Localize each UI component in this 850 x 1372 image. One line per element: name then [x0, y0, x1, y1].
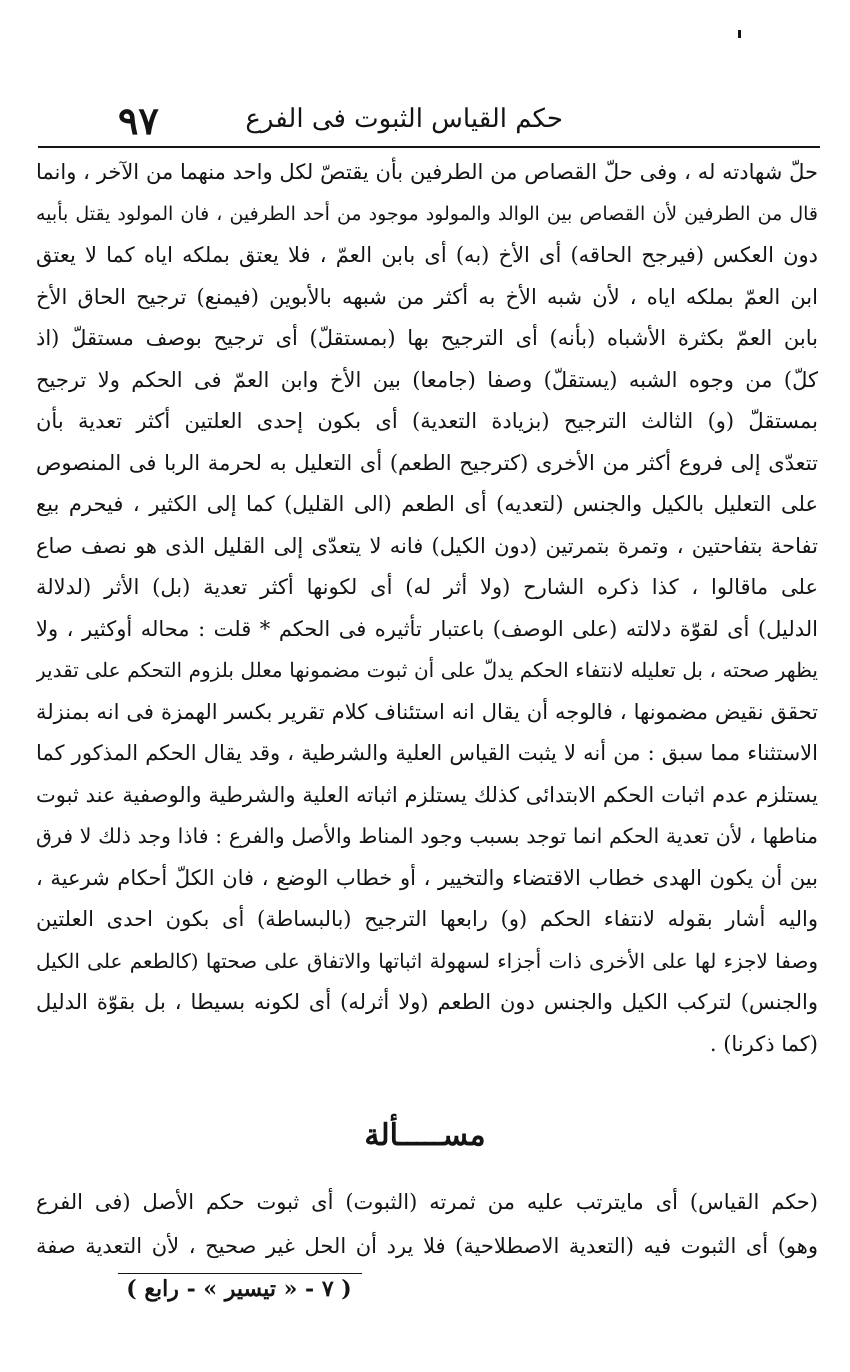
section-heading: مســـــألة — [364, 1118, 486, 1153]
section-line: وهو) أى الثبوت فيه (التعدية الاصطلاحية) فلا يرد أن الحل غير صحيح ، لأن التعدية صفة — [36, 1234, 818, 1258]
text-line: الدليل) أى لقوّة دلالته (على الوصف) باعتبار تأثيره فى الحكم * قلت : محاله أوكثير ، ولا — [36, 616, 818, 641]
running-title: حكم القياس الثبوت فى الفرع — [245, 104, 563, 134]
text-line: يستلزم عدم اثبات الحكم الابتدائى كذلك يستلزم اثباته العلية والشرطية والوصفية عند ثبوت — [36, 782, 818, 807]
text-line: يظهر صحته ، بل تعليله لانتفاء الحكم يدلّ على أن ثبوت مضمونها معلل بلزوم التحكم على تقدير — [36, 658, 818, 682]
header-rule — [38, 146, 820, 148]
text-line: مناطها ، لأن تعدية الحكم انما توجد بسبب وجود المناط والأصل والفرع : فاذا وجد ذلك لا فرق — [36, 824, 818, 848]
section-line: (حكم القياس) أى مايترتب عليه من ثمرته (الثبوت) أى ثبوت حكم الأصل (فى الفرع — [36, 1190, 818, 1214]
printer-signature: ( ٧ - « تيسير » - رابع ) — [126, 1276, 352, 1302]
text-line: دون العكس (فيرجح الحاقه) أى الأخ (به) أى بابن العمّ ، فلا يعتق بملكه اياه كما لا يعتق — [36, 243, 818, 267]
corner-mark — [738, 30, 741, 38]
page-header — [38, 100, 818, 146]
page-number: ٩٧ — [118, 98, 159, 143]
text-line: كلّ) من وجوه الشبه (يستقلّ) وصفا (جامعا) بين الأخ وابن العمّ فى الحكم ولا ترجيح — [36, 367, 818, 392]
text-line: تفاحة بتفاحتين ، وتمرة بتمرتين (دون الكيل) فانه لا يتعدّى إلى القليل الذى هو نصف صاع — [36, 533, 818, 558]
text-line: وصفا لاجزء لها على الأخرى ذات أجزاء لسهولة اثباتها والاتفاق على صحتها (كالطعم على الكيل — [36, 948, 818, 973]
text-line: تحقق نقيض مضمونها ، فالوجه أن يقال انه استئناف كلام تقرير بكسر الهمزة فى انه بمنزلة — [36, 699, 818, 724]
body-text — [36, 152, 818, 1065]
text-line: واليه أشار بقوله لانتفاء الحكم (و) رابعها الترجيح (بالبساطة) أى بكون احدى العلتين — [36, 907, 818, 931]
text-line: على ماقالوا ، كذا ذكره الشارح (ولا أثر له) أى لكونها أكثر تعدية (بل) الأثر (لدلالة — [36, 575, 818, 599]
text-line: قال من الطرفين لأن القصاص بين الوالد والمولود موجود من أحد الطرفين ، فان المولود يقتل بأبيه — [36, 202, 818, 225]
text-line: والجنس) لتركب الكيل والجنس دون الطعم (ولا أثرله) أى لكونه بسيطا ، بل بقوّة الدليل — [36, 990, 818, 1014]
text-line: حلّ شهادته له ، وفى حلّ القصاص من الطرفين بأن يقتصّ لكل واحد منهما من الآخر ، وانما — [36, 160, 818, 184]
text-line: على التعليل بالكيل والجنس (لتعديه) أى الطعم (الى القليل) كما إلى الكثير ، فيحرم بيع — [36, 492, 818, 516]
text-line: (كما ذكرنا) . — [709, 1031, 818, 1056]
text-line: بابن العمّ بكثرة الأشباه (بأنه) أى الترجيح بها (بمستقلّ) أى ترجيح بوصف مستقلّ (اذ — [36, 326, 818, 350]
section-text — [36, 1180, 818, 1268]
text-line: تتعدّى إلى فروع أكثر من الأخرى (كترجيح الطعم) أى التعليل به لحرمة الربا فى المنصوص — [36, 450, 818, 475]
text-line: ابن العمّ بملكه اياه ، لأن شبه الأخ به أكثر من شبهه بالأبوين (فيمنع) ترجيح الحاق الأخ — [36, 284, 818, 309]
text-line: بين أن يكون الهدى خطاب الاقتضاء والتخيير ، أو خطاب الوضع ، فان الكلّ أحكام شرعية ، — [36, 865, 818, 890]
text-line: بمستقلّ (و) الثالث الترجيح (بزيادة التعدية) أى بكون إحدى العلتين أكثر تعدية بأن — [36, 409, 818, 433]
signature-rule — [118, 1273, 362, 1274]
text-line: الاستثناء مما سبق : من أنه لا يثبت القياس العلية والشرطية ، وقد يقال الحكم المذكور كما — [36, 741, 818, 765]
